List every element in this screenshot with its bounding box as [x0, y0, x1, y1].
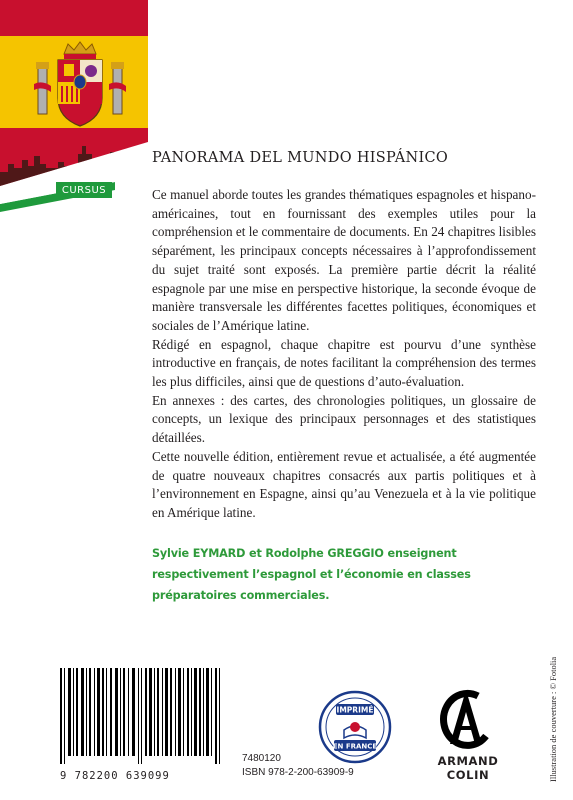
cover-credit: Illustration de couverture : © Fotolia — [548, 656, 558, 782]
armand-colin-logo-icon — [436, 686, 496, 750]
book-title: PANORAMA DEL MUNDO HISPÁNICO — [152, 150, 449, 166]
printed-in-france-badge-icon — [318, 690, 392, 764]
barcode-digits: 9 782200 639099 — [60, 770, 170, 782]
description-paragraph: Ce manuel aborde toutes les grandes thématiques espagnoles et hispano-américaines, tout en fournissant des exemples utiles pour la compréhension et le commentaire de documents. En 24 chapitres lisibles séparément, les principaux concepts nécessaires à l’approfondissement du sujet traité sont exposés. La première partie décrit la réalité espagnole par une mise en perspective historique, la seconde évoque de manière transversale les différentes facettes politiques, économiques et sociales de l’Amérique latine. — [152, 187, 536, 333]
series-label: CURSUS — [56, 182, 112, 198]
isbn-number: ISBN 978-2-200-63909-9 — [242, 767, 354, 778]
spanish-flag-banner — [0, 0, 148, 186]
internal-code: 7480120 — [242, 753, 281, 764]
authors-note: Sylvie EYMARD et Rodolphe GREGGIO enseignent respectivement l’espagnol et l’économie en classes préparatoires commerciales. — [152, 547, 471, 602]
description-paragraph: En annexes : des cartes, des chronologies politiques, un glossaire de concepts, un lexique des principaux personnages et des statistiques détaillées. — [152, 392, 536, 446]
book-description — [152, 186, 536, 523]
description-paragraph: Rédigé en espagnol, chaque chapitre est pourvu d’une synthèse introductive en français, de notes facilitant la compréhension des termes les plus difficiles, ainsi que de questions d’auto-évaluation. — [152, 336, 536, 390]
description-paragraph: Cette nouvelle édition, entièrement revue et actualisée, a été augmentée de quatre nouveaux chapitres consacrés aux partis politiques et à l’environnement en Espagne, ainsi qu’au Venezuela et à la vie politique en Amérique latine. — [152, 448, 536, 520]
publisher-name: ARMAND COLIN — [437, 754, 499, 782]
badge-bottom-text: EN FRANCE — [332, 742, 378, 751]
badge-top-text: IMPRIMÉ — [336, 705, 374, 715]
barcode-icon — [60, 668, 228, 764]
city-skyline-silhouette — [0, 106, 148, 186]
